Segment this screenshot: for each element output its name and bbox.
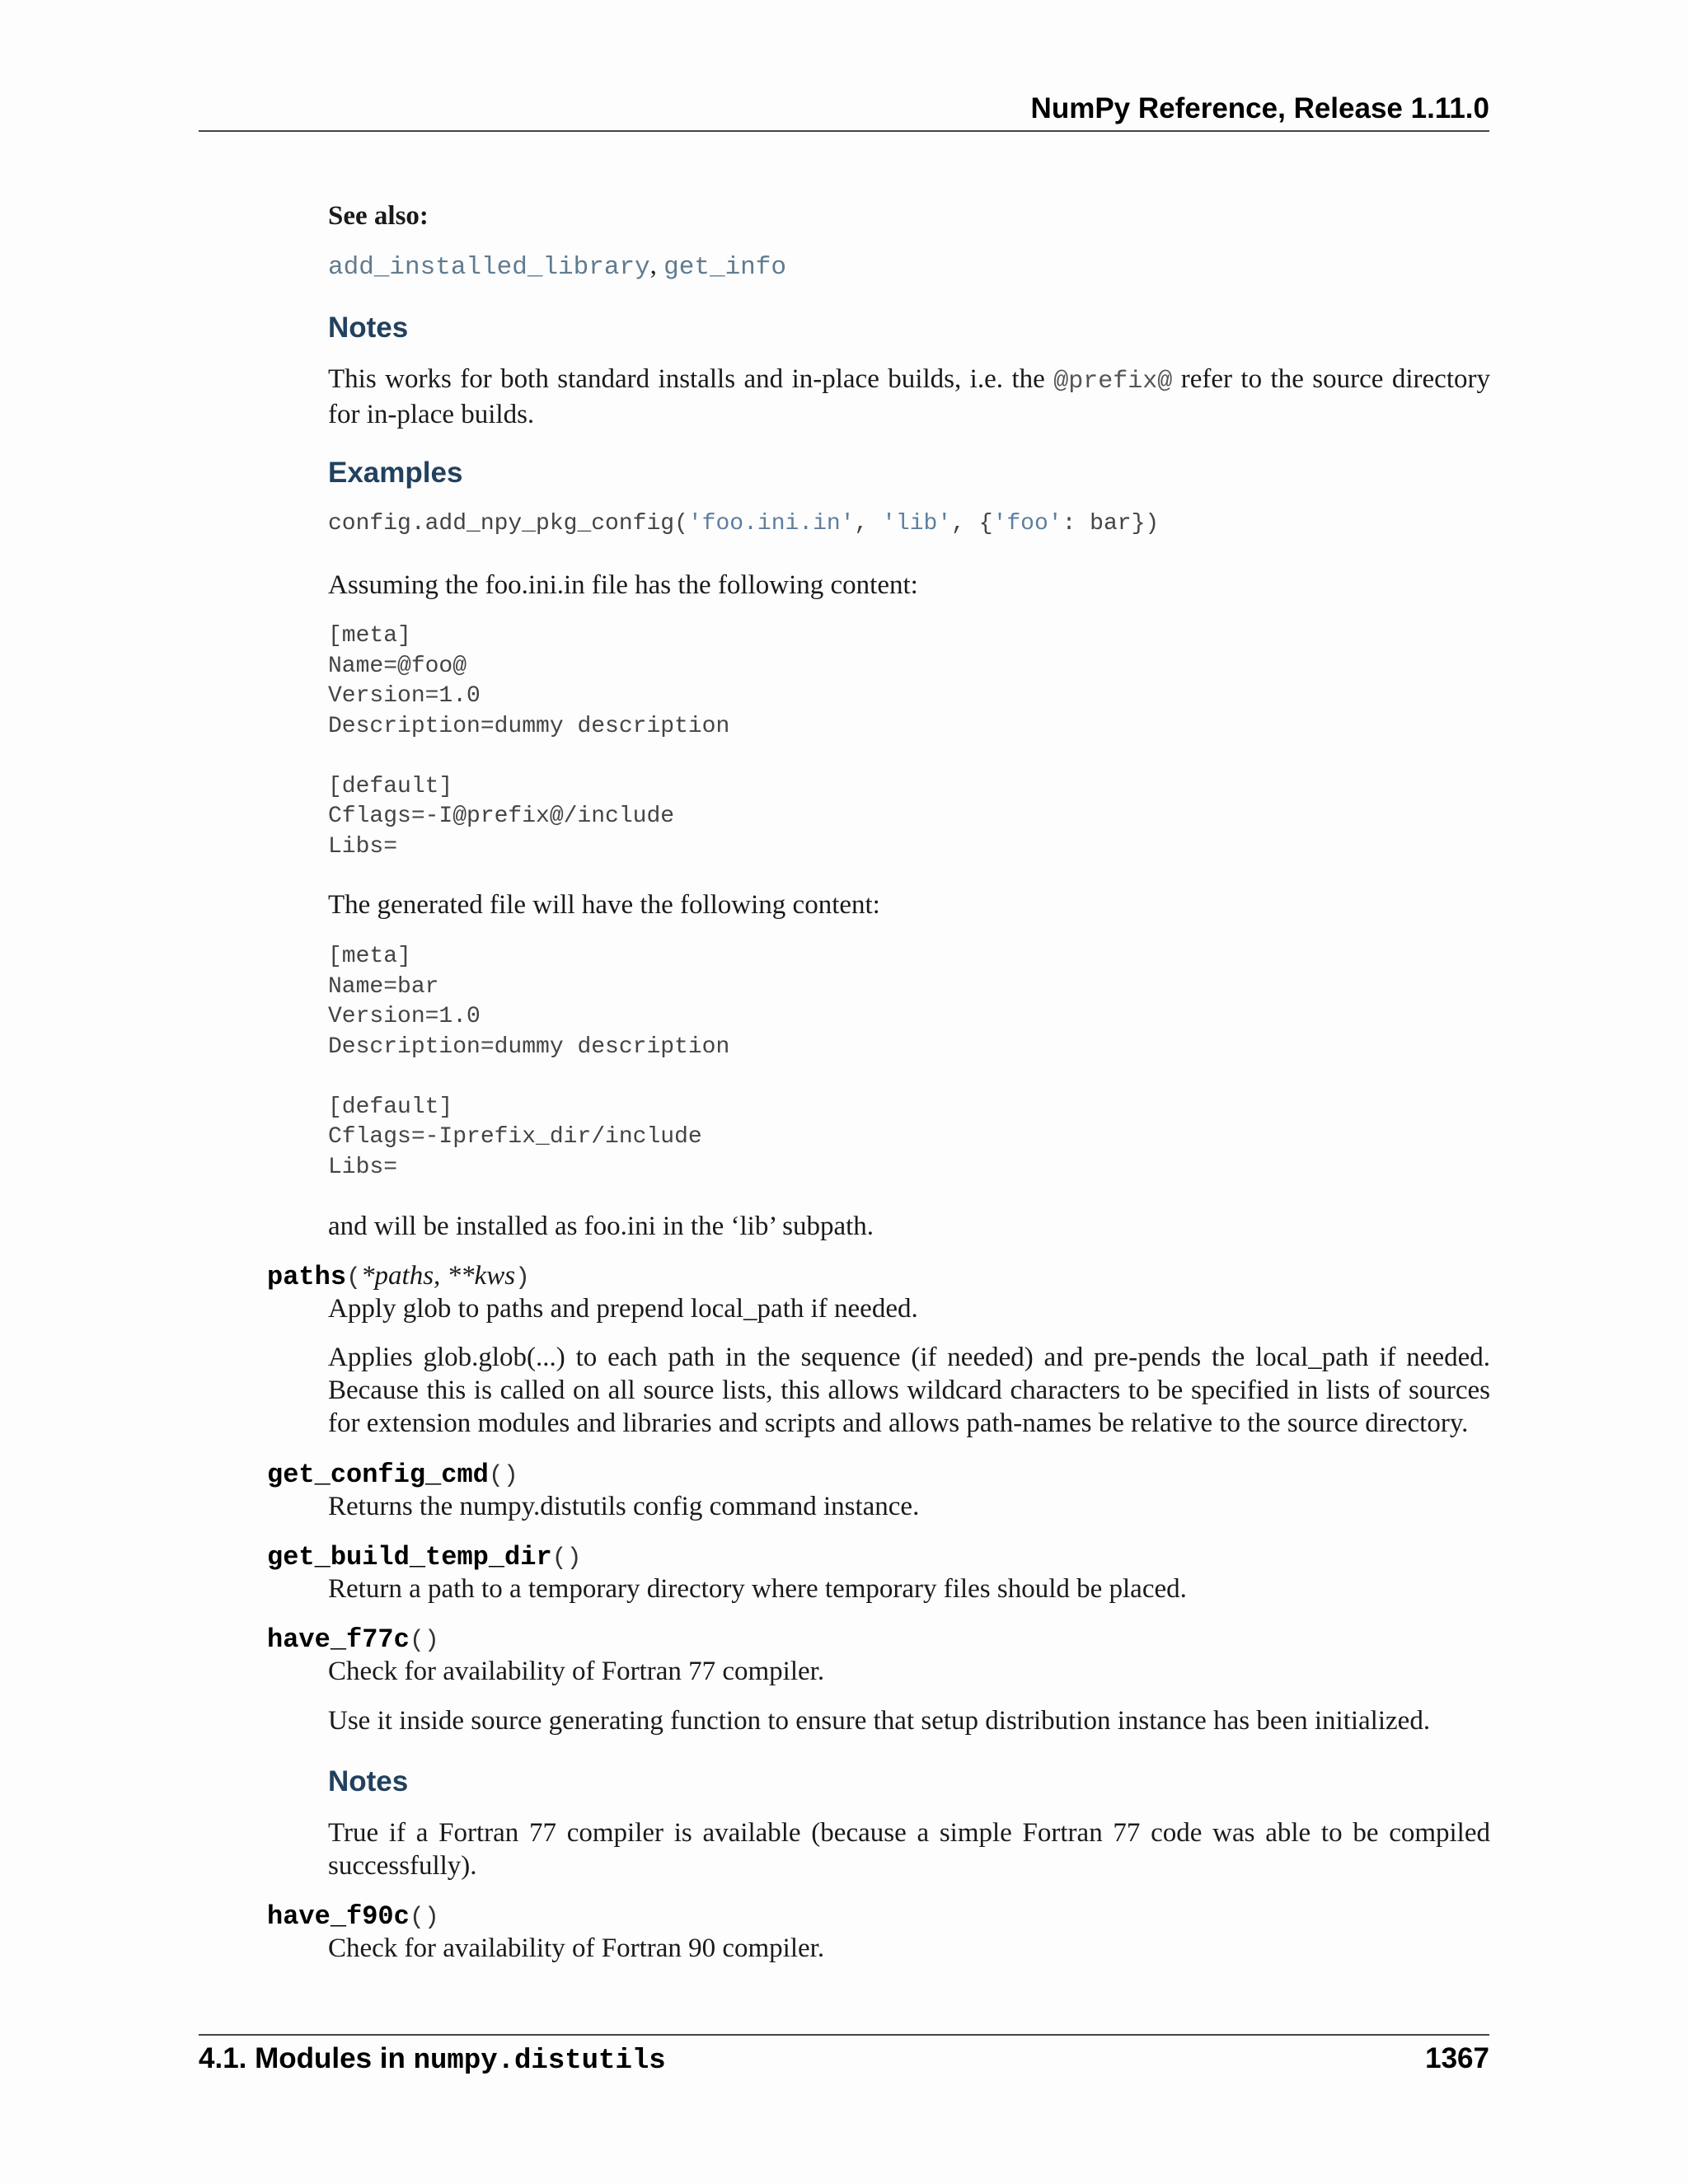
get-build-temp-dir-summary: Return a path to a temporary directory where temporary files should be placed. [328,1574,1187,1604]
code-string: 'lib' [882,511,952,537]
footer-section-text: 4.1. Modules in [199,2042,414,2074]
method-parens: () [551,1544,582,1572]
method-signature-get-config-cmd [267,1457,1490,1493]
method-name: have_f90c [267,1901,410,1932]
have-f77c-notes-heading: Notes [328,1765,409,1797]
link-add-installed-library[interactable]: add_installed_library [328,253,650,282]
code-string: 'foo' [992,511,1062,537]
header-rule [199,130,1489,132]
method-name: paths [267,1262,347,1292]
have-f77c-summary: Check for availability of Fortran 77 compiler. [328,1657,825,1686]
method-name: get_build_temp_dir [267,1542,552,1572]
footer-section-title [199,2042,666,2077]
examples-heading: Examples [328,457,463,489]
method-signature-paths [267,1259,1490,1295]
get-config-cmd-summary: Returns the numpy.distutils config command instance. [328,1492,920,1521]
footer-module-name: numpy.distutils [413,2046,666,2077]
header-title: NumPy Reference, Release 1.11.0 [1030,92,1489,124]
paths-summary: Apply glob to paths and prepend local_path if needed. [328,1294,918,1324]
code-string: 'foo.ini.in' [687,511,855,537]
method-name: get_config_cmd [267,1460,489,1490]
notes-text-before: This works for both standard installs and in-place builds, i.e. the [328,364,1054,394]
code-segment: config.add_npy_pkg_config( [328,511,688,537]
notes-paragraph [328,363,1490,431]
see-also-label: See also: [328,201,429,231]
assuming-paragraph: Assuming the foo.ini.in file has the following content: [328,570,918,600]
notes-inline-code: @prefix@ [1053,368,1173,396]
footer-rule [199,2034,1489,2036]
method-parens: () [409,1904,439,1932]
have-f77c-notes-text: True if a Fortran 77 compiler is available (because a simple Fortran 77 code was able to be compiled successfully). [328,1818,1490,1881]
output-file-code-block: [meta] Name=bar Version=1.0 Description=dummy description [default] Cflags=-Iprefix_dir/include Libs= [328,944,730,1180]
code-segment: , [854,511,883,537]
installed-paragraph: and will be installed as foo.ini in the ‘lib’ subpath. [328,1212,874,1241]
have-f77c-description: Use it inside source generating function to ensure that setup distribution instance has been initialized. [328,1706,1431,1736]
method-signature-have-f77c [267,1622,1490,1657]
method-signature-have-f90c [267,1899,1490,1934]
paren-open: ( [346,1264,362,1292]
method-name: have_f77c [267,1624,410,1655]
notes-text-after: refer to the source directory for in-place builds. [328,364,1490,429]
code-segment: : bar}) [1062,511,1160,537]
input-file-code-block: [meta] Name=@foo@ Version=1.0 Description=dummy description [default] Cflags=-I@prefix@/include Libs= [328,623,730,860]
link-get-info[interactable]: get_info [663,253,786,282]
paren-close: ) [515,1264,531,1292]
notes-heading: Notes [328,312,409,344]
method-parens: () [409,1627,439,1655]
example-call-code [328,509,1490,540]
generated-paragraph: The generated file will have the following content: [328,890,880,920]
have-f90c-summary: Check for availability of Fortran 90 compiler. [328,1933,825,1963]
method-args: *paths, **kws [361,1261,516,1291]
page-number: 1367 [1425,2042,1489,2074]
code-segment: , { [951,511,993,537]
paths-description: Applies glob.glob(...) to each path in the sequence (if needed) and pre-pends the local_path if needed. Because this is called on all source lists, this allows wildcard characters to be specified in lists of sources for extension modules and libraries and scripts and allows path-names be relative to the source directory. [328,1343,1490,1438]
see-also-separator: , [649,251,657,280]
method-parens: () [488,1462,518,1490]
see-also-links [328,251,1490,282]
method-signature-get-build-temp-dir [267,1540,1490,1575]
